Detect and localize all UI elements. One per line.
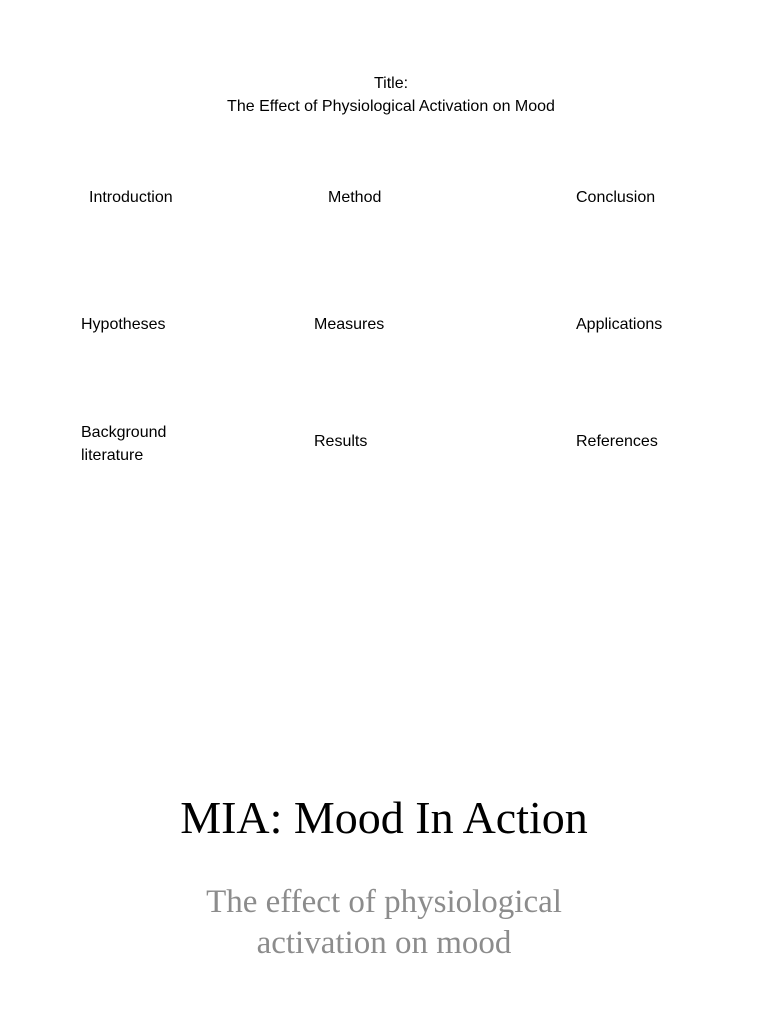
cell-background-literature: Background literature — [81, 424, 167, 464]
title-block — [0, 72, 768, 118]
cell-conclusion: Conclusion — [576, 189, 656, 206]
cell-method: Method — [328, 189, 382, 206]
main-heading: MIA: Mood In Action — [180, 792, 588, 843]
cell-applications: Applications — [576, 316, 663, 333]
subheading — [0, 882, 768, 964]
cell-hypotheses: Hypotheses — [81, 316, 166, 333]
cell-results: Results — [314, 433, 368, 450]
cell-introduction: Introduction — [89, 189, 173, 206]
cell-references: References — [576, 433, 658, 450]
subheading-line-2: activation on mood — [256, 925, 512, 961]
subheading-line-1: The effect of physiological — [206, 884, 562, 920]
cell-measures: Measures — [314, 316, 385, 333]
title-text: The Effect of Physiological Activation on Mood — [227, 98, 555, 115]
title-label: Title: — [373, 75, 409, 92]
